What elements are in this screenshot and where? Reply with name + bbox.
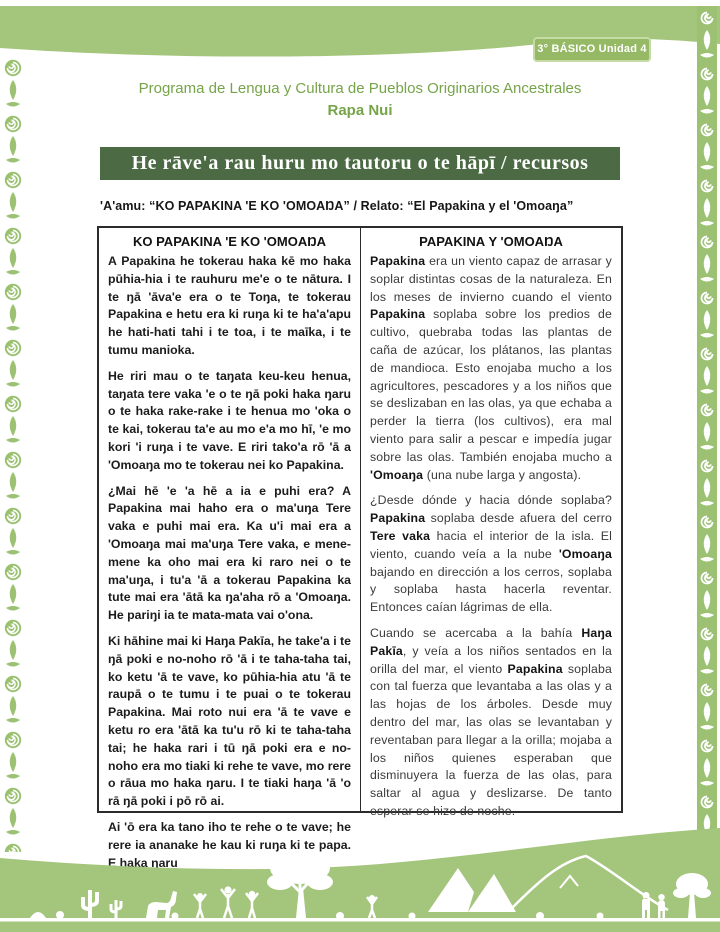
story-paragraph: Cuando se acercaba a la bahía Haŋa Pakīa, y veía a los niños sentados en la orilla del mar, el viento Papakina soplaba con tal fuerza que levantaba a las olas y a las hojas de los árboles. Desde muy dentro del mar, las olas se levantaban y reventaban para llegar a la orilla; mojaba a los niños quienes esperaban que disminuyera la fuerza de las olas, para saltar al agua y deslizarse. De tanto esperar se hizo de noche. xyxy=(370,625,612,818)
story-paragraph: Ai 'ō era ka tano iho te rehe o te vave; he rere ia ananake he kau ki ruŋa ki te papa. E haka ŋaru xyxy=(108,819,351,870)
table-cell-spanish xyxy=(360,228,621,818)
silhouette-ground-line xyxy=(0,918,720,922)
story-text-rapanui xyxy=(108,253,351,872)
story-paragraph: Papakina era un viento capaz de arrasar y soplar distintas cosas de la naturaleza. En los meses de invierno cuando el viento Papakina soplaba sobre los predios de cultivo, quebraba todas las plantas de caña de azúcar, los plátanos, las plantas de mandioca. Esto enojaba mucho a los agricultores, pescadores y a los niños que se deslizaban en las olas, ya que echaba a perder la tierra (los cultivos), era mal viento para salir a pescar e impedía jugar sobre las olas. También enojaba mucho a 'Omoaŋa (una nube larga y angosta). xyxy=(370,254,612,482)
koru-border-right-icon xyxy=(697,6,717,854)
silhouette-birds-icon xyxy=(384,844,411,859)
column-header-spanish: PAPAKINA Y 'OMOAŊA xyxy=(419,234,563,249)
story-paragraph: He riri mau o te taŋata keu-keu henua, taŋata tere vaka 'e o te ŋā poki haka ŋaru o te haka rake-rake i te henua mo 'oka o te kai, tokerau ta'e au mo e'a mo hī, 'e mo kori 'i ruŋa i te vave. E riri tako'a rō 'ā a 'Omoaŋa mo te tokerau nei ko Papakina. xyxy=(108,368,351,472)
story-paragraph: Ki hāhine mai ki Haŋa Pakīa, he take'a i te ŋā poki e no-noho rō 'ā i te taha-taha tai, ko ketu 'ā te vave, ko pūhia-hia atu 'ā te raupā o te tumu i te puai o te tokerau Papakina. Mai roto nui era 'ā te vave e ketu ro era 'ātā ka tu'u rō ki te taha-taha tai; he haka rari i tū ŋā poki era e no-noho era mo tiaki ki rehe te vave, mo rere o rāua mo haka ŋaru. I te tiaki haŋa 'ā 'o rā ŋā poki i pō rō ai. xyxy=(108,633,351,809)
unit-badge: 3° BÁSICO Unidad 4 xyxy=(533,37,651,62)
story-paragraph: ¿Mai hē 'e 'a hē a ia e puhi era? A Papakina mai haho era o ma'uŋa Tere vaka e puhi mai era. Ka u'i mai era a 'Omoaŋa mai ma'uŋa Tere vaka, e mene-mene ka oho mai era ki raro nei o te ma'uŋa, i tu'a 'ā a tokerau Papakina ka tute mai era 'ātā ka ŋa'aha rō a 'Omoaŋa. He pariŋi ia te mata-mata vai o'ona. xyxy=(108,483,351,623)
story-paragraph: A Papakina he tokerau haka kē mo haka pūhia-hia i te rauhuru me'e o te nātura. I te ŋā 'āva'e era o te Toŋa, te tokerau Papakina e hetu era ki ruŋa ki te ha'a'apu he hati-hati tahi i te toa, i te maīka, i te tumu manioka. xyxy=(108,254,351,357)
story-text-spanish xyxy=(370,253,612,821)
story-paragraph: ¿Desde dónde y hacia dónde soplaba? Papakina soplaba desde afuera del cerro Tere vaka hacia el interior de la isla. El viento, cuando veía a la nube 'Omoaŋa bajando en dirección a los cerros, soplaba y soplaba hasta hacerla reventar. Entonces caían lágrimas de ella. xyxy=(370,493,612,615)
program-subtitle: Rapa Nui xyxy=(327,102,393,119)
bottom-landscape-decoration xyxy=(0,812,720,932)
table-cell-rapanui xyxy=(99,228,360,870)
koru-border-left-icon xyxy=(3,56,23,852)
program-title: Programa de Lengua y Cultura de Pueblos Originarios Ancestrales xyxy=(138,80,582,97)
story-table xyxy=(97,226,623,870)
column-header-rapanui: KO PAPAKINA 'E KO 'OMOAŊA xyxy=(132,234,326,249)
story-intro: 'A'amu: “KO PAPAKINA 'E KO 'OMOAŊA” / Relato: “El Papakina y el 'Omoaŋa” xyxy=(100,199,574,213)
section-banner: He rāve'a rau huru mo tautoru o te hāpī / recursos xyxy=(100,147,620,180)
